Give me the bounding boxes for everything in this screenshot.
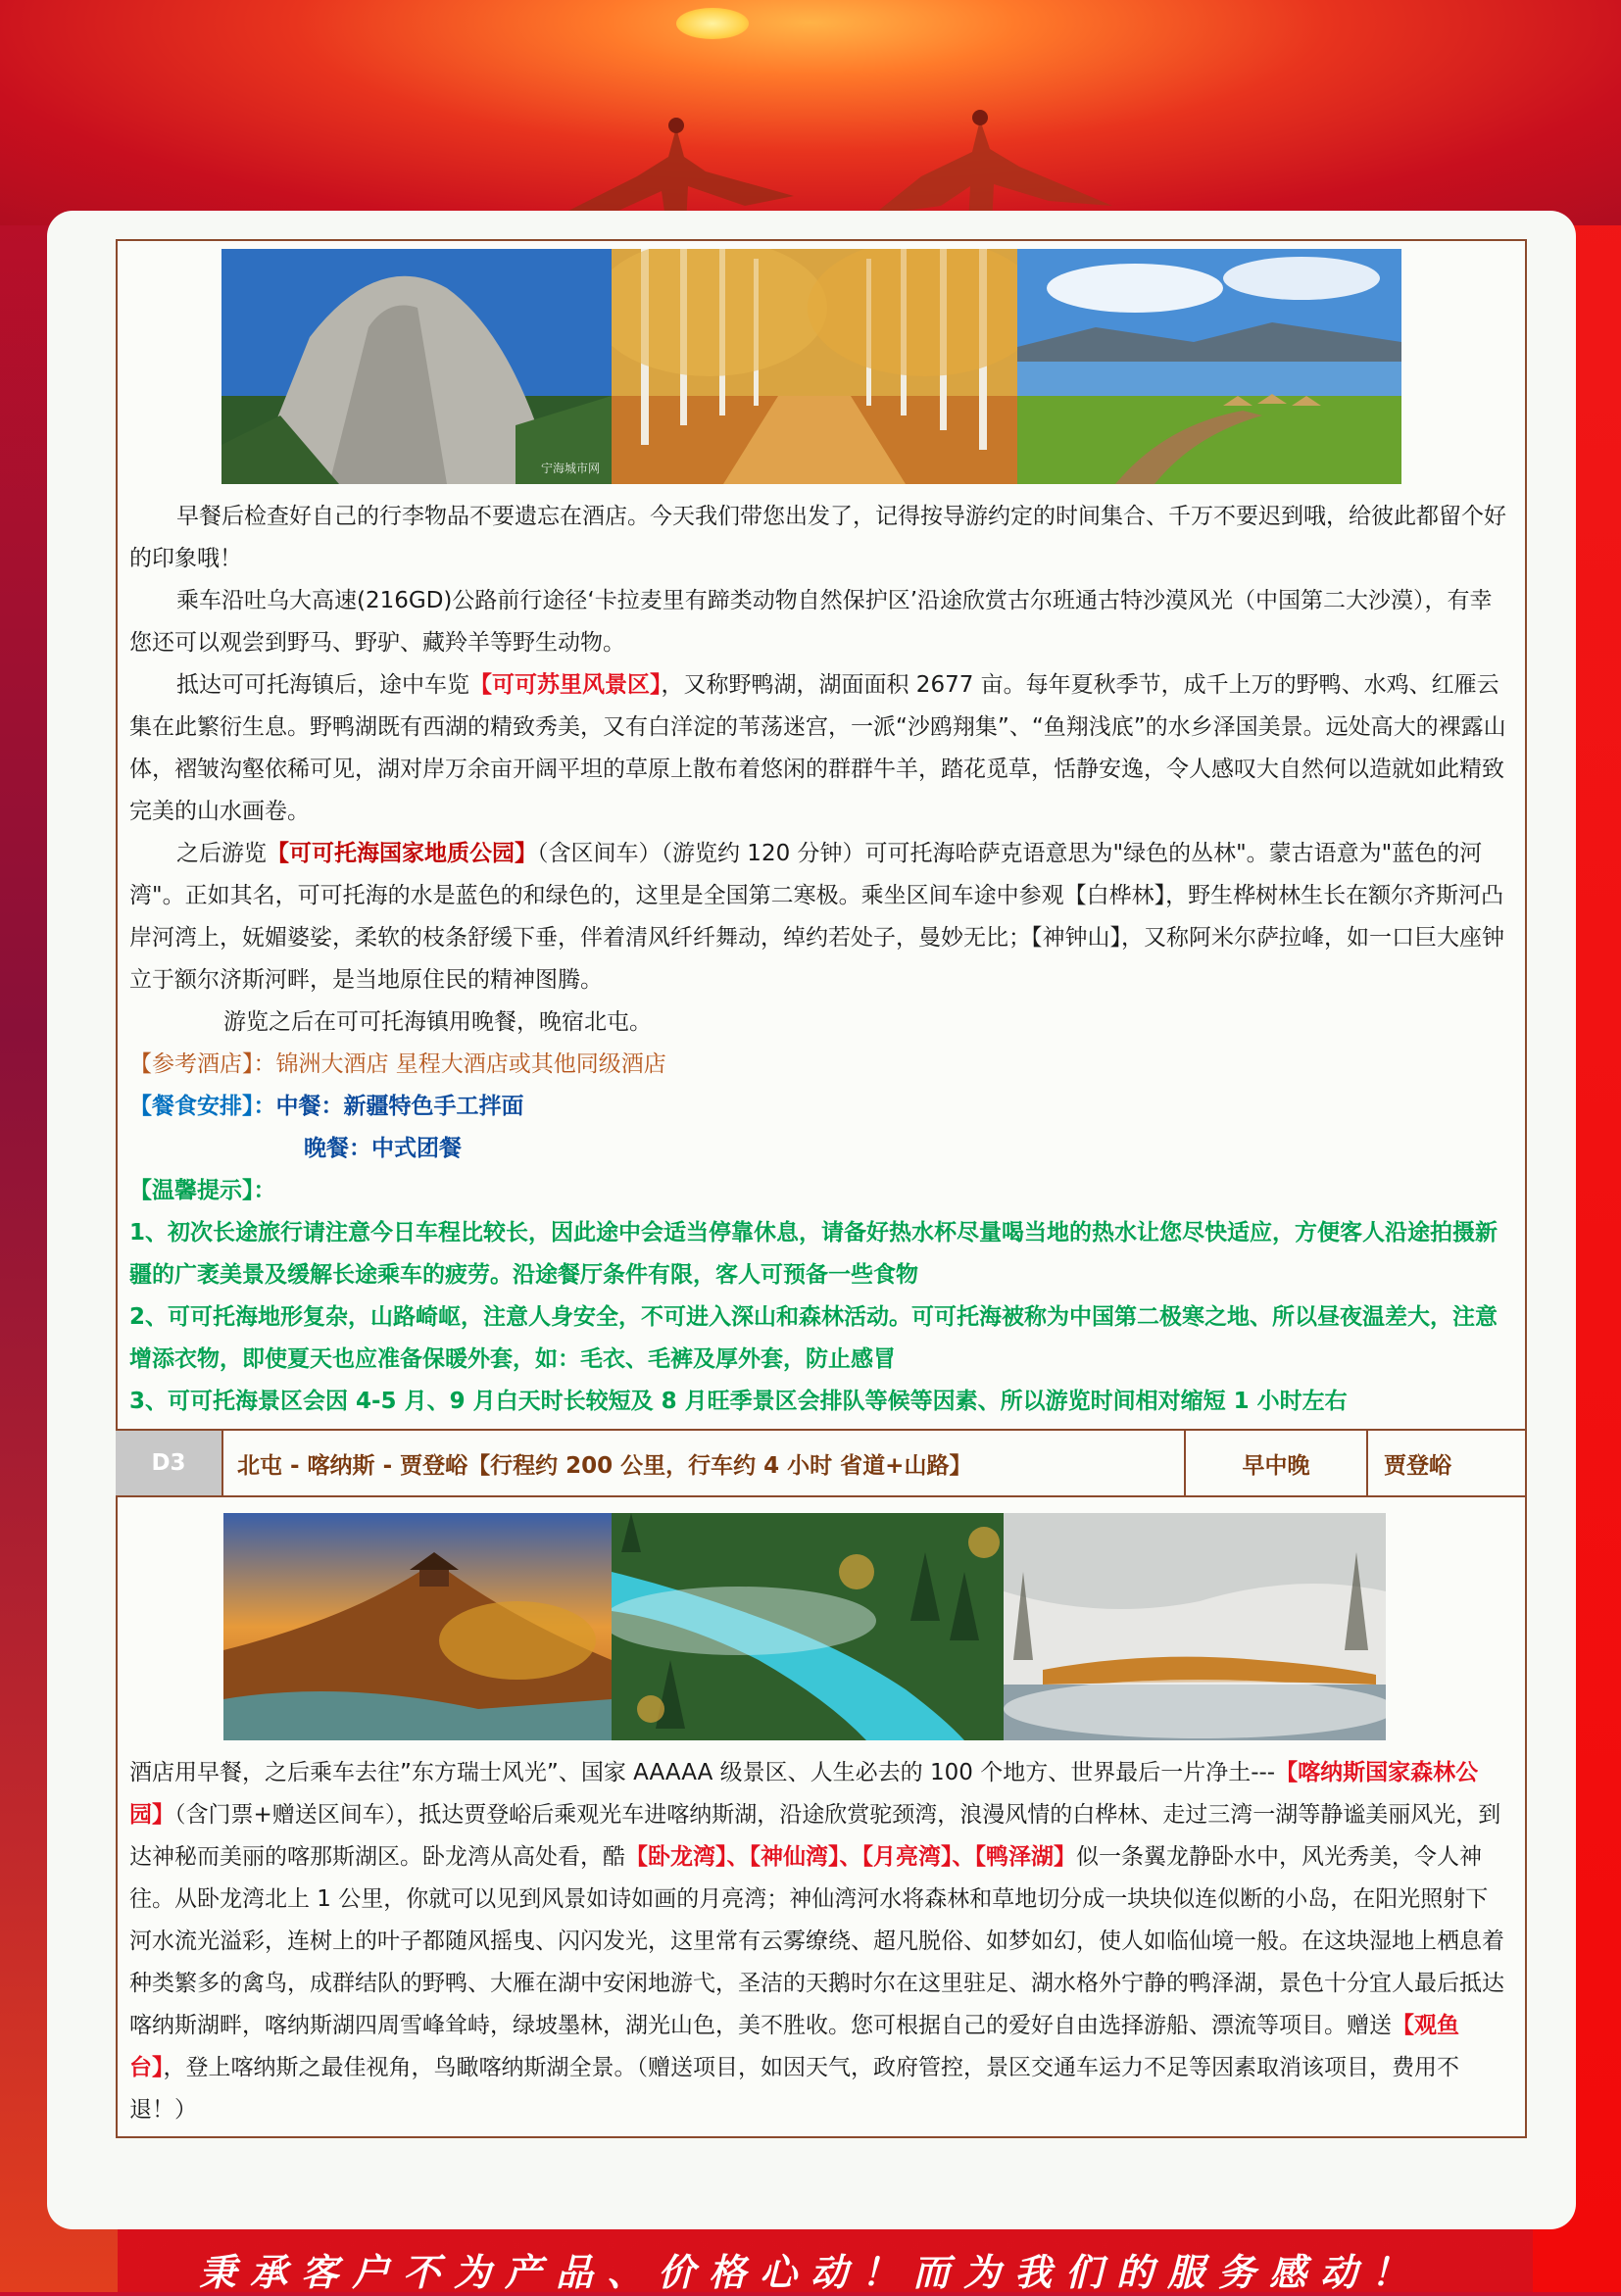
highlight-koksu-scenic-area: 【可可苏里风景区】 xyxy=(469,672,662,698)
day3-route: 北屯 - 喀纳斯 - 贾登峪【行程约 200 公里，行车约 4 小时 省道+山路】 xyxy=(223,1431,1186,1495)
day2-paragraph-2: 乘车沿吐乌大高速(216GD)公路前行途径‘卡拉麦里有蹄类动物自然保护区’沿途欣赏古尔班通古特沙漠风光（中国第二大沙漠），有幸您还可以观尝到野马、野驴、藏羚羊等野生动物。 xyxy=(129,588,1493,656)
dancer-figure-left xyxy=(549,118,804,225)
tips-label-line xyxy=(129,1170,1509,1212)
day2-paragraph-1: 早餐后检查好自己的行李物品不要遗忘在酒店。今天我们带您出发了，记得按导游约定的时间集合、千万不要迟到哦，给彼此都留个好的印象哦！ xyxy=(129,504,1506,571)
day2-description xyxy=(129,496,1509,1423)
day3-meals: 早中晚 xyxy=(1186,1431,1368,1495)
tips-label: 【温馨提示】： xyxy=(129,1178,276,1203)
day-number: D3 xyxy=(116,1431,223,1495)
meal-label: 【餐食安排】： xyxy=(129,1094,276,1119)
day2-paragraph-3 xyxy=(129,664,1509,833)
day2-photo-row xyxy=(221,249,1401,484)
text-span: 似一条翼龙静卧水中，风光秀美，令人神往。从卧龙湾北上 1 公里，你就可以见到风景如诗如画的月亮湾；神仙湾河水将森林和草地切分成一块块似连似断的小岛，在阳光照射下河水流光溢彩，连树上的叶子都随风摇曳、闪闪发光，这里常有云雾缭绕、超凡脱俗、如梦如幻，使人如临仙境一般。在这块湿地上栖息着种类繁多的禽鸟，成群结队的野鸭、大雁在湖中安闲地游弋，圣洁的天鹅时尔在这里驻足、湖水格外宁静的鸭泽湖，景色十分宜人最后抵达喀纳斯湖畔，喀纳斯湖四周雪峰耸峙，绿坡墨林，湖光山色，美不胜收。您可根据自己的爱好自由选择游船、漂流等项目。赠送 xyxy=(129,1844,1504,2038)
birch-forest-photo xyxy=(612,249,1017,484)
day3-stay: 贾登峪 xyxy=(1384,1452,1451,1479)
day3-paragraph xyxy=(129,1752,1509,2131)
highlight-geopark: 【可可托海国家地质公园】 xyxy=(267,841,537,866)
text-span: ，又称野鸭湖，湖面面积 2677 亩。每年夏秋季节，成千上万的野鸭、水鸡、红雁云集在此繁衍生息。野鸭湖既有西湖的精致秀美，又有白洋淀的苇荡迷宫，一派“沙鸥翔集”、“鱼翔浅底”的水乡泽国美景。远处高大的裸露山体，褶皱沟壑依稀可见，湖对岸万余亩开阔平坦的草原上散布着悠闲的群群牛羊，踏花觅草，恬静安逸，令人感叹大自然何以造就如此精致完美的山水画卷。 xyxy=(129,672,1506,824)
text-span: 之后游览 xyxy=(176,841,267,866)
tip-2: 2、可可托海地形复杂，山路崎岖，注意人身安全，不可进入深山和森林活动。可可托海被称为中国第二极寒之地、所以昼夜温差大，注意增添衣物，即使夏天也应准备保暖外套，如：毛衣、毛裤及厚外套，防止感冒 xyxy=(129,1304,1498,1372)
sun-shape xyxy=(676,8,749,39)
highlight-kanas-forest-park: 【喀纳斯国家森林公园】 xyxy=(129,1760,1479,1828)
day2-paragraph-4 xyxy=(129,833,1509,1001)
hotel-line xyxy=(129,1044,1509,1086)
tip-1: 1、初次长途旅行请注意今日车程比较长，因此途中会适当停靠休息，请备好热水杯尽量喝当地的热水让您尽快适应，方便客人沿途拍摄新疆的广袤美景及缓解长途乘车的疲劳。沿途餐厅条件有限，客人可预备一些食物 xyxy=(129,1220,1498,1288)
text-span: （含门票+赠送区间车），抵达贾登峪后乘观光车进喀纳斯湖，沿途欣赏驼颈湾，浪漫风情的白桦林、走过三湾一湖等静谧美丽风光，到达神秘而美丽的喀那斯湖区。卧龙湾从高处看，酷 xyxy=(129,1802,1501,1870)
lake-grassland-photo xyxy=(1017,249,1401,484)
meal-line-lunch xyxy=(129,1086,1509,1128)
hotel-value: 锦洲大酒店 星程大酒店或其他同级酒店 xyxy=(275,1051,666,1077)
sunset-banner xyxy=(0,0,1621,225)
day3-description xyxy=(129,1752,1509,2131)
day3-header-row xyxy=(116,1429,1525,1497)
text-span: 抵达可可托海镇后，途中车览 xyxy=(176,672,469,698)
highlight-kanas-bays: 【卧龙湾】、【神仙湾】、【月亮湾】、【鸭泽湖】 xyxy=(625,1844,1076,1870)
photo-watermark: 宁海城市网 xyxy=(540,462,600,475)
tip-3: 3、可可托海景区会因 4-5 月、9 月白天时长较短及 8 月旺季景区会排队等候等因素、所以游览时间相对缩短 1 小时左右 xyxy=(129,1389,1348,1414)
text-span: （含区间车）（游览约 120 分钟）可可托海哈萨克语意思为"绿色的丛林"。蒙古语意为"蓝色的河湾"。正如其名，可可托海的水是蓝色的和绿色的，这里是全国第二寒极。乘坐区间车途中参观【白桦林】，野生桦树林生长在额尔齐斯河凸岸河湾上，妩媚婆娑，柔软的枝条舒缓下垂，伴着清风纤纤舞动，绰约若处子，曼妙无比；【神钟山】，又称阿米尔萨拉峰，如一口巨大座钟立于额尔济斯河畔，是当地原住民的精神图腾。 xyxy=(129,841,1504,993)
pavilion-lake-photo xyxy=(223,1513,612,1740)
footer-slogan: 秉承客户不为产品、价格心动！而为我们的服务感动！ xyxy=(198,2250,1422,2294)
misty-lake-photo xyxy=(1004,1513,1386,1740)
granite-peak-photo xyxy=(221,249,612,484)
kanas-river-photo xyxy=(612,1513,1004,1740)
dancer-figure-right xyxy=(862,108,1117,225)
meal-line-dinner xyxy=(129,1128,1509,1170)
day3-photo-row xyxy=(223,1513,1386,1740)
day2-paragraph-5: 游览之后在可可托海镇用晚餐，晚宿北屯。 xyxy=(223,1009,652,1035)
text-span: ，登上喀纳斯之最佳视角，鸟瞰喀纳斯湖全景。（赠送项目，如因天气，政府管控，景区交通车运力不足等因素取消该项目，费用不退！） xyxy=(129,2055,1459,2123)
highlight-fish-viewing-platform: 【观鱼台】 xyxy=(129,2013,1459,2080)
lunch-value: 中餐：新疆特色手工拌面 xyxy=(275,1094,524,1119)
dinner-value: 晚餐：中式团餐 xyxy=(304,1136,462,1161)
hotel-label: 【参考酒店】： xyxy=(129,1051,276,1077)
text-span: 酒店用早餐，之后乘车去往”东方瑞士风光”、国家 AAAAA 级景区、人生必去的 100 个地方、世界最后一片净土--- xyxy=(129,1760,1276,1785)
